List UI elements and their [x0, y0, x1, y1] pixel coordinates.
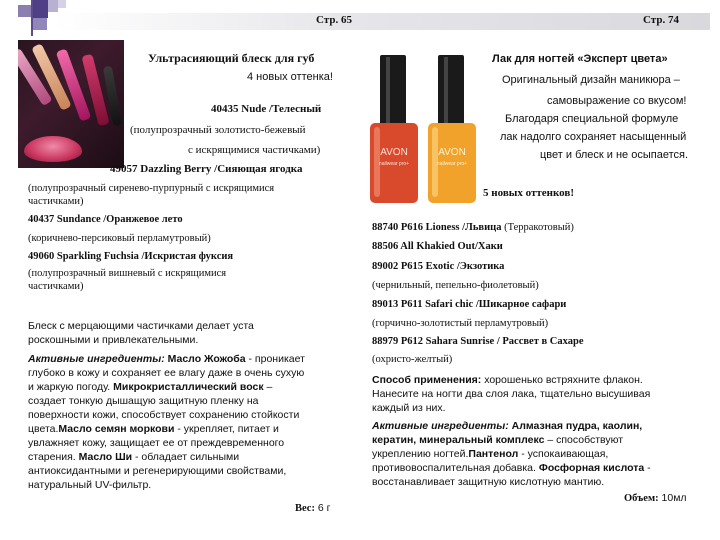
- gloss-description: Блеск с мерцающими частичками делает уста: [28, 320, 254, 332]
- bottle-sub-label-left: nailwear pro+: [378, 161, 410, 167]
- gloss-ingredients-line: [28, 353, 305, 366]
- polish-shade-1-desc: (Терракотовый): [501, 222, 574, 233]
- polish-usage-line: Нанесите на ногти два слоя лака, тщательно высушивая: [372, 388, 651, 400]
- gloss-ingredients-line: [28, 451, 239, 464]
- gloss-ingredients-line: увлажняет кожу, защищает ее от преждевременного: [28, 437, 285, 449]
- gloss-shade-2-desc: частичками): [28, 196, 84, 207]
- polish-usage-line: каждый из них.: [372, 402, 446, 414]
- polish-usage-line: [372, 374, 643, 387]
- gloss-subtitle: 4 новых оттенка!: [247, 71, 333, 83]
- ingredient-jojoba: Масло Жожоба: [167, 353, 246, 365]
- usage-label: Способ применения:: [372, 374, 482, 386]
- ingredient-text: - проникает: [245, 353, 305, 365]
- polish-shade-4-desc: (горчично-золотистый перламутровый): [372, 318, 549, 329]
- decor-square: [32, 0, 48, 18]
- gloss-shade-4-name: 49060 Sparkling Fuchsia /Искристая фуксия: [28, 251, 234, 262]
- usage-text: хорошенько встряхните флакон.: [481, 374, 643, 386]
- weight-value: 6 г: [314, 502, 331, 514]
- gloss-ingredients-line: [28, 381, 272, 394]
- ingredient-wax: Микрокристаллический воск: [113, 381, 264, 393]
- lips-image: [24, 136, 82, 162]
- ingredient-text: - обладает сильными: [132, 451, 240, 463]
- bottle-brand-label-left: AVON: [380, 147, 408, 158]
- page-number-right: Стр. 74: [643, 14, 679, 26]
- gloss-shade-2-desc: (полупрозрачный сиренево-пурпурный с искрящимися: [28, 183, 275, 194]
- polish-shade-3-desc: (чернильный, пепельно-фиолетовый): [372, 280, 539, 291]
- polish-intro: Благодаря специальной формуле: [505, 113, 679, 125]
- ingredient-text: - укрепляет, питает и: [174, 423, 279, 435]
- gloss-shade-2-name: 49057 Dazzling Berry /Сияющая ягодка: [110, 163, 303, 175]
- polish-shade-2-name: 88506 All Khakied Out/Хаки: [372, 241, 503, 252]
- gloss-ingredients-line: [28, 423, 279, 436]
- gloss-description: роскошными и привлекательными.: [28, 334, 199, 346]
- page-number-left: Стр. 65: [316, 14, 352, 26]
- polish-shade-1-name: 88740 P616 Lioness /Львица: [372, 222, 502, 233]
- gloss-shade-3-name: 40437 Sundance /Оранжевое лето: [28, 214, 183, 225]
- lip-gloss-photo: [18, 40, 124, 168]
- gloss-ingredients-line: антиоксидантными и регенерирующими свойствами,: [28, 465, 287, 477]
- ingredient-phosphoric-acid: Фосфорная кислота: [538, 462, 645, 474]
- gloss-ingredients-label: Активные ингредиенты:: [28, 353, 165, 365]
- gloss-shade-4-desc: (полупрозрачный вишневый с искрящимися: [28, 268, 227, 279]
- polish-volume: [624, 492, 687, 505]
- gloss-shade-4-desc: частичками): [28, 281, 84, 292]
- ingredient-text: – способствуют: [544, 434, 624, 446]
- ingredient-text: –: [263, 381, 273, 393]
- gloss-ingredients-line: глубоко в кожу и сохраняет ее влагу даже в очень сухую: [28, 367, 305, 379]
- polish-intro: лак надолго сохраняет насыщенный: [500, 131, 687, 143]
- polish-intro: самовыражение со вкусом!: [547, 95, 687, 107]
- nail-polish-photo: [366, 53, 488, 206]
- polish-shade-5-desc: (охристо-желтый): [372, 354, 453, 365]
- gloss-shade-1-desc: (полупрозрачный золотисто-бежевый: [130, 124, 306, 136]
- ingredient-text: старения.: [28, 451, 79, 463]
- gloss-shade-3-desc: (коричнево-персиковый перламутровый): [28, 233, 211, 244]
- decor-square: [48, 0, 58, 12]
- ingredient-text: -: [644, 462, 651, 474]
- weight-label: Вес:: [295, 503, 315, 514]
- polish-shade-1: [372, 221, 574, 234]
- header-bar: [54, 13, 710, 30]
- gloss-weight: [295, 502, 330, 515]
- gloss-ingredients-line: создает тонкую дышащую защитную пленку на: [28, 395, 259, 407]
- ingredient-text: - успокаивающая,: [518, 448, 609, 460]
- polish-ingredients-line: [372, 434, 623, 447]
- volume-value: 10мл: [658, 492, 687, 504]
- polish-ingredients-line: [372, 462, 651, 475]
- ingredient-shea: Масло Ши: [78, 451, 133, 463]
- polish-intro: цвет и блеск и не осыпается.: [540, 149, 689, 161]
- polish-shades-heading: 5 новых оттенков!: [483, 187, 574, 199]
- decor-square: [58, 0, 66, 8]
- gloss-title: Ультрасияющий блеск для губ: [148, 51, 315, 65]
- ingredient-text: противовоспалительная добавка.: [372, 462, 539, 474]
- polish-shade-4-name: 89013 P611 Safari chic /Шикарное сафари: [372, 299, 567, 310]
- polish-ingredients-line: [372, 420, 642, 433]
- ingredient-text: Алмазная пудра, каолин,: [508, 420, 643, 432]
- decor-square: [33, 18, 47, 30]
- bottle-brand-label-right: AVON: [438, 147, 466, 158]
- gloss-shade-1-desc: с искрящимися частичками): [188, 144, 321, 156]
- ingredient-panthenol: Пантенол: [468, 448, 519, 460]
- polish-ingredients-label: Активные ингредиенты:: [372, 420, 509, 432]
- ingredient-text: цвета.: [28, 423, 59, 435]
- volume-label: Объем:: [624, 493, 659, 504]
- ingredient-carrot-oil: Масло семян моркови: [58, 423, 175, 435]
- decor-line: [31, 0, 33, 36]
- gloss-shade-1-name: 40435 Nude /Телесный: [211, 103, 322, 115]
- decor-square: [18, 5, 32, 17]
- polish-title: Лак для ногтей «Эксперт цвета»: [492, 53, 668, 65]
- gloss-ingredients-line: натуральный UV-фильтр.: [28, 479, 152, 491]
- ingredient-text: укреплению ногтей.: [372, 448, 469, 460]
- polish-ingredients-line: [372, 448, 608, 461]
- ingredient-text: кератин, минеральный комплекс: [372, 434, 545, 446]
- polish-shade-3-name: 89002 P615 Exotic /Экзотика: [372, 261, 505, 272]
- bottle-sub-label-right: nailwear pro+: [436, 161, 468, 167]
- polish-shade-5-name: 88979 P612 Sahara Sunrise / Рассвет в Сахаре: [372, 336, 584, 347]
- ingredient-text: и жаркую погоду.: [28, 381, 114, 393]
- polish-intro: Оригинальный дизайн маникюра –: [502, 74, 680, 86]
- polish-ingredients-line: восстанавливает защитную кислотную мантию.: [372, 476, 605, 488]
- gloss-ingredients-line: поверхности кожи, способствует сохранению стойкости: [28, 409, 300, 421]
